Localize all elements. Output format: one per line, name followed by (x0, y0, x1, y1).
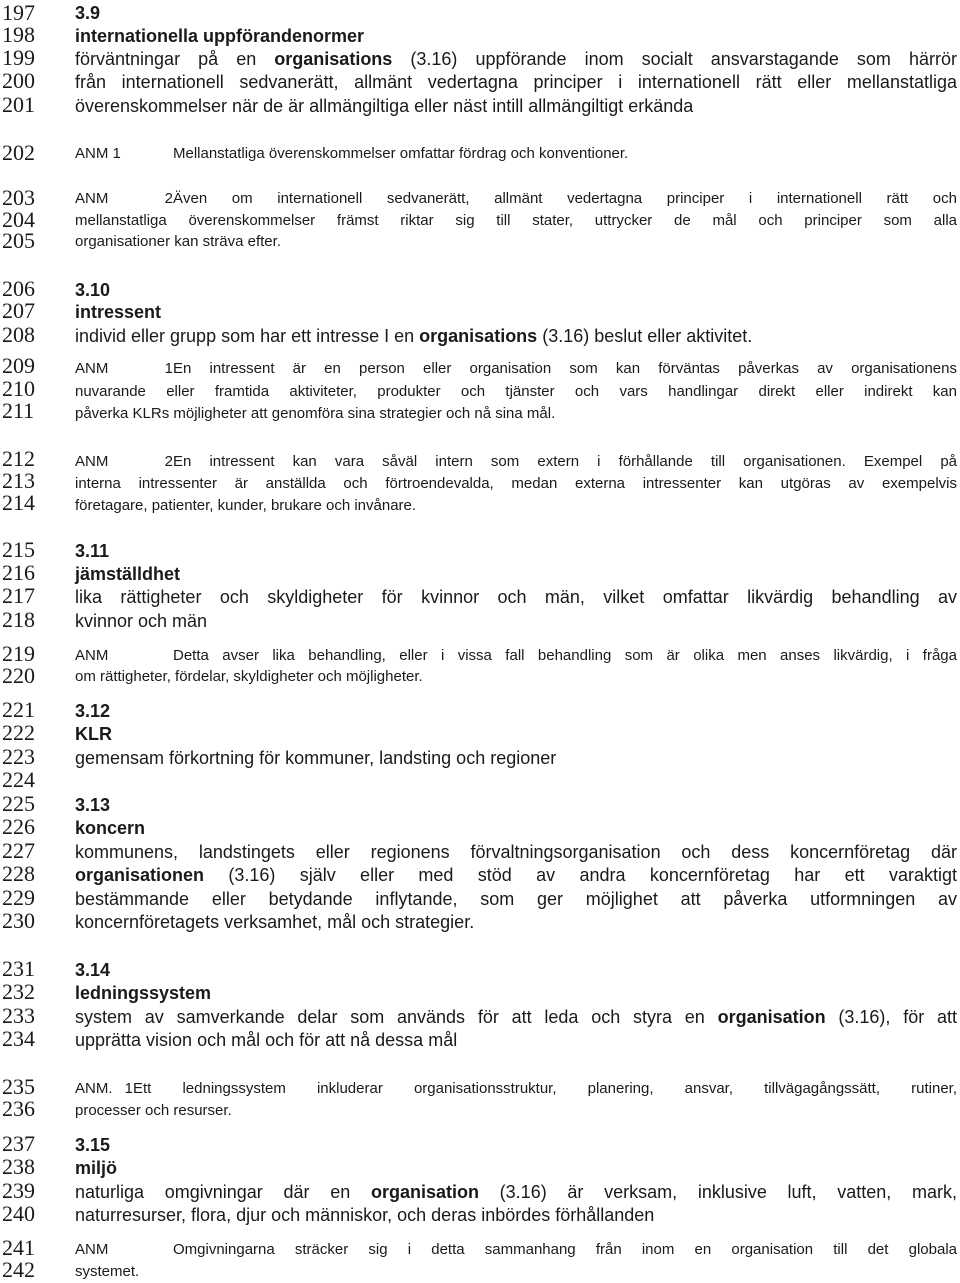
definition-line: kommunens, landstingets eller regionens förvaltningsorganisation och dess koncernföretag där (75, 842, 957, 862)
definition-line: lika rättigheter och skyldigheter för kvinnor och män, vilket omfattar likvärdig behandling av (75, 587, 957, 607)
line-number: 225 (2, 791, 35, 816)
note-text: En intressent är en person eller organisation som kan förväntas påverkas av organisationens (173, 360, 957, 377)
term-heading-3-13: koncern (75, 818, 146, 838)
section-number-3-9: 3.9 (75, 3, 101, 23)
line-number: 227 (2, 838, 35, 863)
line-number: 214 (2, 490, 35, 515)
line-number: 202 (2, 140, 35, 165)
definition-line: upprätta vision och mål och för att nå dessa mål (75, 1030, 458, 1050)
note-label: ANM 2 (75, 190, 173, 207)
note-line: processer och resurser. (75, 1102, 232, 1119)
note-line: systemet. (75, 1263, 140, 1280)
definition-text: (3.16) själv eller med stöd av andra koncernföretag har ett varaktigt (204, 865, 957, 885)
note-line (75, 452, 957, 471)
definition-text: individ eller grupp som har ett intresse I en (75, 326, 420, 346)
note-line (75, 646, 957, 665)
line-number: 197 (2, 0, 35, 25)
note-label: ANM. 1 (75, 1080, 133, 1097)
definition-text: förväntningar på en (75, 49, 275, 69)
note-line (75, 359, 957, 378)
term-reference: organisationen (75, 865, 205, 885)
note-line (75, 189, 957, 208)
section-number-3-14: 3.14 (75, 960, 111, 980)
line-number: 207 (2, 298, 35, 323)
line-number: 204 (2, 207, 35, 232)
definition-line: bestämmande eller betydande inflytande, som ger möjlighet att påverka utformningen av (75, 889, 957, 909)
definition-line: koncernföretagets verksamhet, mål och strategier. (75, 912, 475, 932)
term-heading-3-15: miljö (75, 1158, 118, 1178)
line-number: 218 (2, 607, 35, 632)
definition-line (75, 864, 957, 886)
definition-text: (3.16), för att (825, 1007, 958, 1027)
note-line: nuvarande eller framtida aktiviteter, produkter och tjänster och vars handlingar direkt eller indirekt kan (75, 383, 957, 400)
section-number-3-15: 3.15 (75, 1135, 111, 1155)
term-reference: organisation (370, 1182, 479, 1202)
note-text: Detta avser lika behandling, eller i vissa fall behandling som är olika men anses likvärdig, i fråga (173, 647, 957, 664)
line-number: 234 (2, 1026, 35, 1051)
note-label: ANM 1 (75, 145, 121, 162)
line-number: 216 (2, 560, 35, 585)
note-text: Omgivningarna sträcker sig i detta sammanhang från inom en organisation till det globala (173, 1241, 957, 1258)
term-heading-3-9: internationella uppförandenormer (75, 26, 365, 46)
line-number: 239 (2, 1178, 35, 1203)
term-reference: organisations (274, 49, 393, 69)
definition-line (75, 48, 957, 70)
line-number: 198 (2, 22, 35, 47)
line-number: 219 (2, 641, 35, 666)
definition-line: överenskommelser när de är allmängiltiga eller näst intill allmängiltigt erkända (75, 96, 694, 116)
line-number: 203 (2, 185, 35, 210)
line-number: 206 (2, 276, 35, 301)
term-heading-3-10: intressent (75, 302, 162, 322)
note-label: ANM 1 (75, 360, 173, 377)
line-number: 200 (2, 68, 35, 93)
term-heading-3-14: ledningssystem (75, 983, 212, 1003)
line-number: 231 (2, 956, 35, 981)
definition-text: naturliga omgivningar där en (75, 1182, 371, 1202)
note-line (75, 144, 957, 163)
line-number: 229 (2, 885, 35, 910)
definition-line: från internationell sedvanerätt, allmänt vedertagna principer i internationell rätt eller mellanstatliga (75, 72, 957, 92)
term-reference: organisation (717, 1007, 826, 1027)
definition-line (75, 1181, 957, 1203)
line-number: 208 (2, 322, 35, 347)
line-number: 224 (2, 767, 35, 792)
line-number: 223 (2, 744, 35, 769)
section-number-3-10: 3.10 (75, 280, 111, 300)
definition-text: (3.16) uppförande inom socialt ansvarstagande som härrör (392, 49, 957, 69)
note-label: ANM (75, 647, 109, 664)
note-text: Mellanstatliga överenskommelser omfattar fördrag och konventioner. (173, 145, 629, 162)
line-number: 215 (2, 537, 35, 562)
definition-line: gemensam förkortning för kommuner, landsting och regioner (75, 748, 557, 768)
line-number: 221 (2, 697, 35, 722)
definition-line (75, 1006, 957, 1028)
section-number-3-12: 3.12 (75, 701, 111, 721)
definition-text: (3.16) är verksam, inklusive luft, vatten, mark, (478, 1182, 958, 1202)
line-number: 217 (2, 583, 35, 608)
line-number: 209 (2, 353, 35, 378)
line-number: 199 (2, 45, 35, 70)
line-number: 220 (2, 663, 35, 688)
section-number-3-13: 3.13 (75, 795, 111, 815)
line-number: 212 (2, 446, 35, 471)
line-number: 233 (2, 1003, 35, 1028)
line-number: 205 (2, 228, 35, 253)
line-number: 213 (2, 468, 35, 493)
line-number: 226 (2, 814, 35, 839)
term-heading-3-11: jämställdhet (75, 564, 181, 584)
term-reference: organisations (419, 326, 538, 346)
term-heading-3-12: KLR (75, 724, 112, 744)
note-text: Även om internationell sedvanerätt, allmänt vedertagna principer i internationell rätt och (173, 190, 957, 207)
note-line (75, 1240, 957, 1259)
definition-line: kvinnor och män (75, 611, 208, 631)
note-line: om rättigheter, fördelar, skyldigheter och möjligheter. (75, 668, 423, 685)
line-number: 238 (2, 1154, 35, 1179)
line-number: 201 (2, 92, 35, 117)
note-line: interna intressenter är anställda och förtroendevalda, medan externa intressenter kan utgöras av exempelvis (75, 475, 957, 492)
line-number: 236 (2, 1096, 35, 1121)
definition-text: system av samverkande delar som används för att leda och styra en (75, 1007, 718, 1027)
line-number: 230 (2, 908, 35, 933)
definition-text: (3.16) beslut eller aktivitet. (537, 326, 753, 346)
note-line: påverka KLRs möjligheter att genomföra sina strategier och nå sina mål. (75, 405, 556, 422)
line-number: 242 (2, 1257, 35, 1282)
note-line: organisationer kan sträva efter. (75, 233, 281, 250)
line-number: 211 (2, 398, 35, 423)
note-text: Ett ledningssystem inkluderar organisationsstruktur, planering, ansvar, tillvägagångssätt, rutiner, (133, 1080, 957, 1097)
definition-line (75, 325, 957, 347)
line-number: 228 (2, 861, 35, 886)
note-text: En intressent kan vara såväl intern som extern i förhållande till organisationen. Exempel på (173, 453, 957, 470)
line-number: 232 (2, 979, 35, 1004)
definition-line: naturresurser, flora, djur och människor, och deras inbördes förhållanden (75, 1205, 655, 1225)
note-line: mellanstatliga överenskommelser främst riktar sig till stater, uttrycker de mål och principer som alla (75, 212, 957, 229)
line-number: 237 (2, 1131, 35, 1156)
section-number-3-11: 3.11 (75, 541, 110, 561)
note-label: ANM (75, 1241, 109, 1258)
note-line: företagare, patienter, kunder, brukare och invånare. (75, 497, 417, 514)
line-number: 240 (2, 1201, 35, 1226)
note-label: ANM 2 (75, 453, 173, 470)
note-line (75, 1079, 957, 1098)
line-number: 222 (2, 720, 35, 745)
line-number: 210 (2, 376, 35, 401)
line-number: 241 (2, 1235, 35, 1260)
line-number: 235 (2, 1074, 35, 1099)
